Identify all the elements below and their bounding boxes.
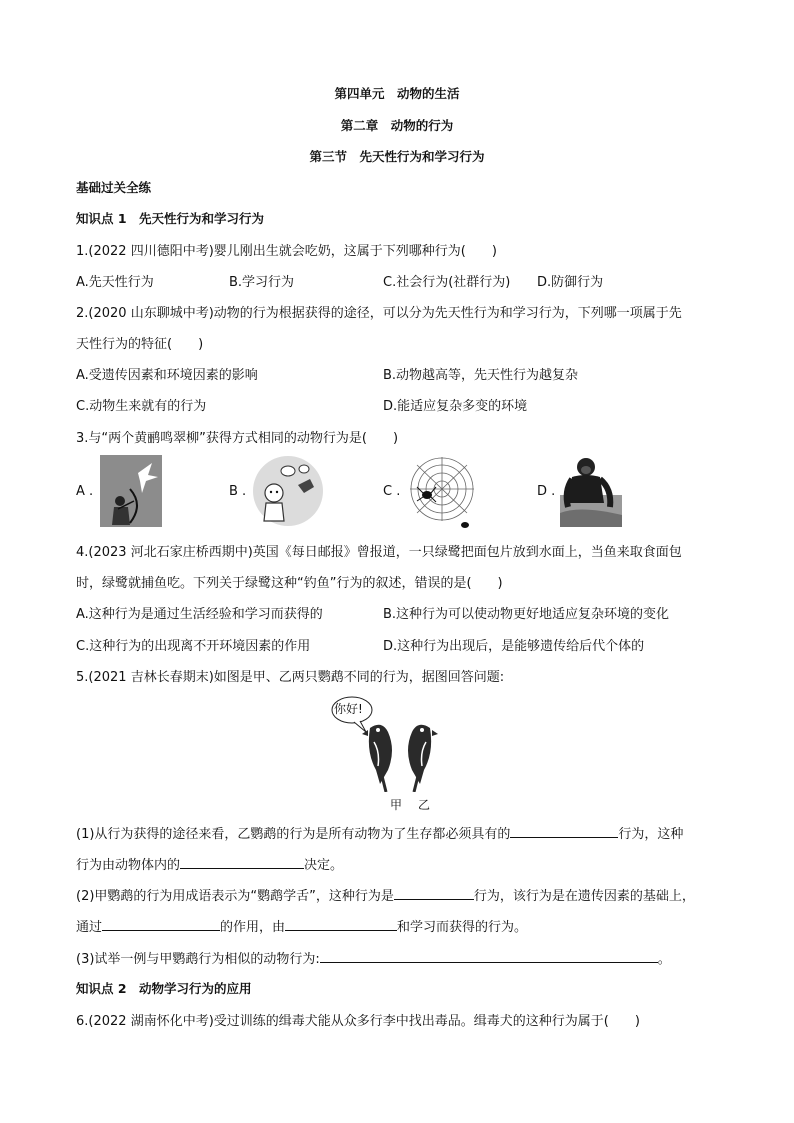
q6-stem: 6.(2022 湖南怀化中考)受过训练的缉毒犬能从众多行李中找出毒品。缉毒犬的这种行为属于( ) bbox=[76, 1014, 640, 1029]
q2-option-c: C.动物生来就有的行为 bbox=[76, 399, 207, 414]
q5-p1-text-d: 决定。 bbox=[304, 858, 344, 873]
q5-part2-line2 bbox=[76, 916, 527, 935]
q5-part1-line1 bbox=[76, 823, 683, 842]
knowledge-point-1: 知识点 1 先天性行为和学习行为 bbox=[76, 211, 265, 226]
q5-part2-line1 bbox=[76, 885, 695, 904]
q5-label-yi: 乙 bbox=[418, 798, 431, 812]
q2-stem-line2: 天性行为的特征( ) bbox=[76, 337, 204, 352]
q5-p2-text-a: (2)甲鹦鹉的行为用成语表示为“鹦鹉学舌”，这种行为是 bbox=[76, 889, 394, 904]
q2-option-a: A.受遗传因素和环境因素的影响 bbox=[76, 368, 258, 383]
q5-p3-text-b: 。 bbox=[657, 952, 671, 967]
q5-p2-text-c: 通过 bbox=[76, 920, 103, 935]
q5-blank-2[interactable] bbox=[180, 854, 304, 869]
q5-speech-bubble: 你好! bbox=[334, 702, 363, 716]
q4-stem-line2: 时，绿鹭就捕鱼吃。下列关于绿鹭这种“钓鱼”行为的叙述，错误的是( ) bbox=[76, 576, 503, 591]
q1-option-d: D.防御行为 bbox=[537, 275, 604, 290]
q5-part3-line bbox=[76, 948, 671, 967]
q5-part1-line2 bbox=[76, 854, 343, 873]
q3-stem: 3.与“两个黄鹂鸣翠柳”获得方式相同的动物行为是( ) bbox=[76, 431, 399, 446]
q4-option-c: C.这种行为的出现离不开环境因素的作用 bbox=[76, 639, 311, 654]
unit-title: 第四单元 动物的生活 bbox=[334, 86, 460, 101]
q5-blank-5[interactable] bbox=[285, 916, 397, 931]
q1-stem: 1.(2022 四川德阳中考)婴儿刚出生就会吃奶，这属于下列哪种行为( ) bbox=[76, 244, 497, 259]
q4-option-a: A.这种行为是通过生活经验和学习而获得的 bbox=[76, 607, 323, 622]
practice-heading: 基础过关全练 bbox=[76, 180, 152, 195]
q5-p1-text-c: 行为由动物体内的 bbox=[76, 858, 181, 873]
q2-option-b: B.动物越高等，先天性行为越复杂 bbox=[383, 368, 579, 383]
q5-blank-3[interactable] bbox=[394, 885, 474, 900]
q1-option-c: C.社会行为(社群行为) bbox=[383, 275, 511, 290]
q5-p3-text-a: (3)试举一例与甲鹦鹉行为相似的动物行为: bbox=[76, 952, 320, 967]
q3-image-spider-web bbox=[405, 455, 479, 529]
q5-blank-6[interactable] bbox=[320, 948, 658, 963]
q2-option-d: D.能适应复杂多变的环境 bbox=[383, 399, 528, 414]
section-title: 第三节 先天性行为和学习行为 bbox=[309, 149, 485, 164]
q5-blank-1[interactable] bbox=[510, 823, 618, 838]
q3-label-c: C . bbox=[383, 484, 401, 499]
q3-label-b: B . bbox=[229, 484, 247, 499]
q5-p2-text-e: 和学习而获得的行为。 bbox=[397, 920, 528, 935]
q3-label-d: D . bbox=[537, 484, 556, 499]
q5-p2-text-d: 的作用，由 bbox=[220, 920, 286, 935]
q3-label-a: A . bbox=[76, 484, 94, 499]
q1-option-b: B.学习行为 bbox=[229, 275, 295, 290]
q5-blank-4[interactable] bbox=[102, 916, 220, 931]
chapter-title: 第二章 动物的行为 bbox=[340, 118, 454, 133]
knowledge-point-2: 知识点 2 动物学习行为的应用 bbox=[76, 981, 252, 996]
q5-p1-text-b: 行为，这种 bbox=[618, 827, 684, 842]
q4-option-d: D.这种行为出现后，是能够遗传给后代个体的 bbox=[383, 639, 645, 654]
q5-p2-text-b: 行为，该行为是在遗传因素的基础上， bbox=[473, 889, 695, 904]
q2-stem-line1: 2.(2020 山东聊城中考)动物的行为根据获得的途径，可以分为先天性行为和学习行为，下列哪一项属于先 bbox=[76, 306, 682, 321]
q5-label-jia: 甲 bbox=[390, 798, 403, 812]
q4-stem-line1: 4.(2023 河北石家庄桥西期中)英国《每日邮报》曾报道，一只绿鹭把面包片放到水面上，当鱼来取食面包 bbox=[76, 545, 682, 560]
q3-image-girl-bird bbox=[252, 455, 324, 527]
q4-option-b: B.这种行为可以使动物更好地适应复杂环境的变化 bbox=[383, 607, 670, 622]
q5-stem: 5.(2021 吉林长春期末)如图是甲、乙两只鹦鹉不同的行为，据图回答问题: bbox=[76, 670, 505, 685]
q3-image-archer-bird bbox=[100, 455, 162, 527]
q1-option-a: A.先天性行为 bbox=[76, 275, 154, 290]
q5-p1-text-a: (1)从行为获得的途径来看，乙鹦鹉的行为是所有动物为了生存都必须具有的 bbox=[76, 827, 511, 842]
q3-image-chimpanzee bbox=[560, 455, 622, 527]
